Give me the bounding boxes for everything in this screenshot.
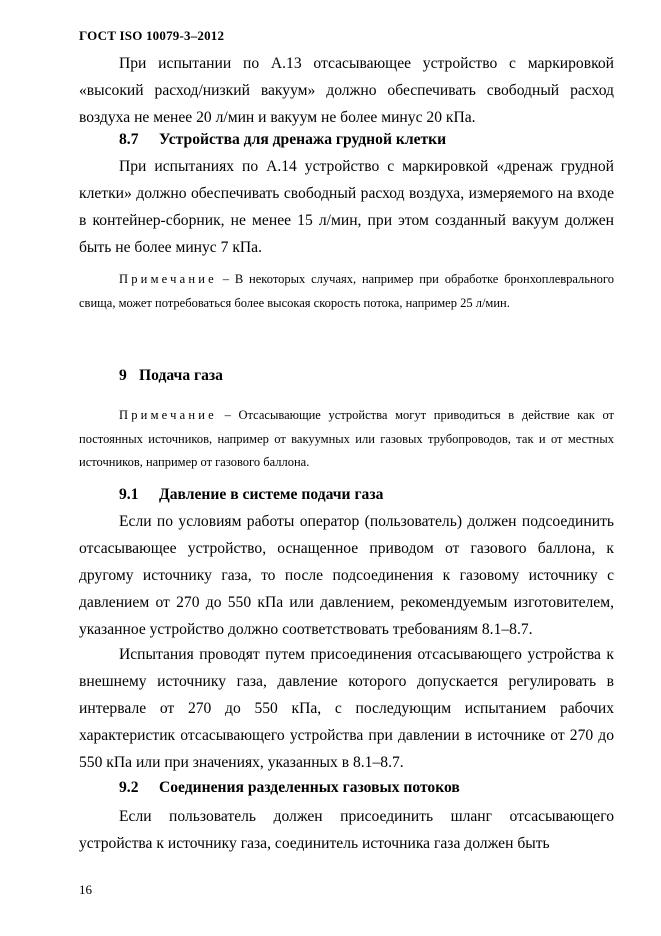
document-code-header: ГОСТ ISO 10079-3–2012 xyxy=(79,28,225,43)
note-dash: – xyxy=(222,272,229,286)
note-dash: – xyxy=(224,408,231,422)
paragraph-9-1-test-text: Испытания проводят путем присоединения отсасывающего устройства к внешнему источнику газа, давление которого допускается регулировать в интервале от 270 до 550 кПа, с последующим испытанием рабочих характеристик отсасывающего устройства при давлении в источнике от 270 до 550 кПа или при значениях, указанных в 8.1–8.7. xyxy=(79,646,614,771)
section-heading-9-1 xyxy=(119,486,383,504)
note-label: Примечание xyxy=(119,272,217,286)
section-title: Давление в системе подачи газа xyxy=(159,486,384,503)
note-text: В некоторых случаях, например при обработке бронхоплеврального свища, может потребоваться более высокая скорость потока, например 25 л/мин. xyxy=(79,272,614,310)
section-title: Соединения разделенных газовых потоков xyxy=(159,779,460,796)
section-heading-8-7 xyxy=(119,131,446,149)
paragraph-8-7-text: При испытаниях по А.14 устройство с маркировкой «дренаж грудной клетки» должно обеспечивать свободный расход воздуха, измеряемого на входе в контейнер-сборник, не менее 15 л/мин, при этом созданный вакуум должен быть не более минус 7 кПа. xyxy=(79,158,614,256)
note-8-7 xyxy=(79,268,614,315)
note-text: Отсасывающие устройства могут приводиться в действие как от постоянных источников, например от вакуумных или газовых трубопроводов, так и от местных источников, например от газового баллона. xyxy=(79,408,615,469)
section-heading-9 xyxy=(119,367,223,385)
paragraph-9-1-text: Если по условиям работы оператор (пользователь) должен подсоединить отсасывающее устройство, оснащенное приводом от газового баллона, к другому источнику газа, то после подсоединения к газовому источнику с давлением от 270 до 550 кПа или давлением, рекомендуемым изготовителем, указанное устройство должно соответствовать требованиям 8.1–8.7. xyxy=(79,513,614,638)
section-number: 9.1 xyxy=(119,486,139,503)
section-number: 9 xyxy=(119,367,127,384)
note-label: Примечание xyxy=(119,408,217,422)
section-title: Устройства для дренажа грудной клетки xyxy=(159,131,447,148)
section-title: Подача газа xyxy=(139,367,223,384)
section-heading-9-2 xyxy=(119,779,460,797)
page-number: 16 xyxy=(79,882,92,897)
note-9 xyxy=(79,404,614,475)
section-number: 9.2 xyxy=(119,779,139,796)
paragraph-9-2-text: Если пользователь должен присоединить шланг отсасывающего устройства к источнику газа, соединитель источника газа должен быть xyxy=(79,808,614,852)
paragraph-8-6-text: При испытании по А.13 отсасывающее устройство с маркировкой «высокий расход/низкий вакуум» должно обеспечивать свободный расход воздуха не менее 20 л/мин и вакуум не более минус 20 кПа. xyxy=(79,55,614,126)
section-number: 8.7 xyxy=(119,131,139,148)
